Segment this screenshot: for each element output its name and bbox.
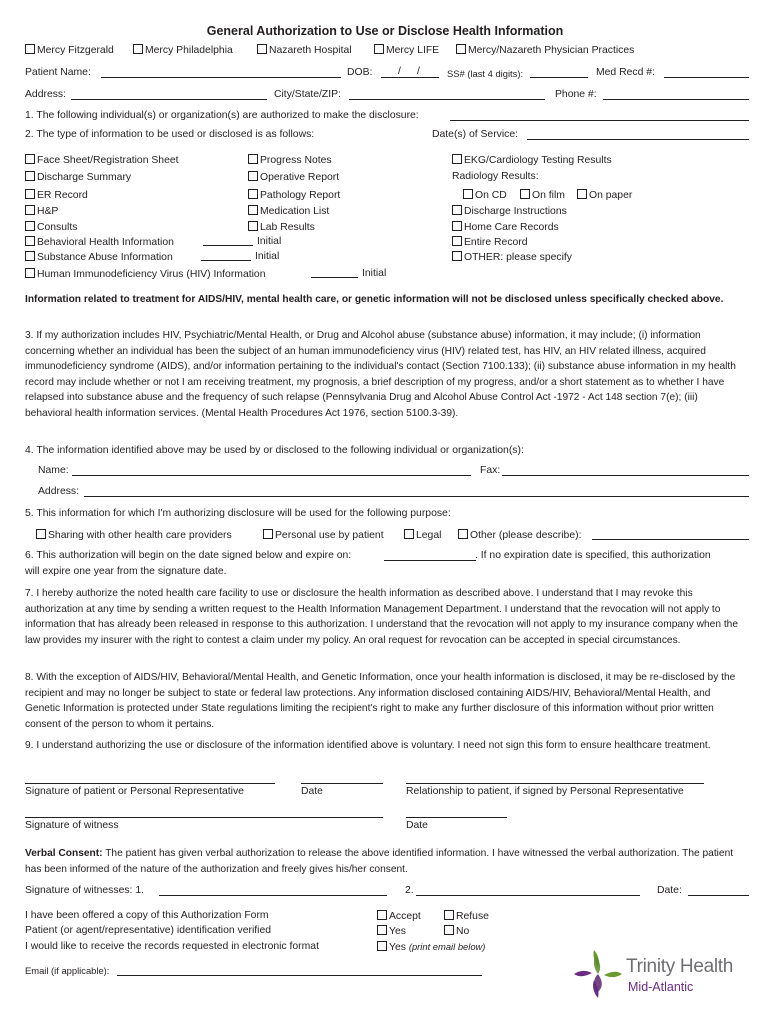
checkbox[interactable]	[377, 910, 387, 920]
checkbox[interactable]	[25, 236, 35, 246]
item-7-text: 7. I hereby authorize the noted health care facility to use or disclosure the health information as described above. I understand that I may revoke this authorization at any time by sending a written request to the Health Information Management Department. I understand that the revocation will not apply to information that has already been released in response to this authorization. I understand that the revocation will not apply to my insurance company when the law provides my insurer with the right to contest a claim under my policy. An oral request for revocation can be accepted in special circumstances.	[25, 588, 738, 646]
recipient-address-label: Address:	[38, 486, 80, 497]
item-5-text: 5. This information for which I'm authorizing disclosure will be used for the following purpose:	[25, 508, 451, 519]
dob-label: DOB:	[347, 67, 373, 78]
witness-1-field[interactable]	[159, 895, 387, 896]
hiv-initial-field[interactable]	[311, 277, 358, 278]
checkbox[interactable]	[133, 44, 143, 54]
checkbox[interactable]	[248, 205, 258, 215]
trinity-cross-icon	[572, 948, 624, 1000]
info-medication-list[interactable]: Medication List	[248, 205, 329, 217]
electronic-text: I would like to receive the records requested in electronic format	[25, 941, 319, 952]
patient-name-field[interactable]	[101, 77, 341, 78]
purpose-other[interactable]: Other (please describe):	[458, 529, 581, 541]
item-2-text: 2. The type of information to be used or disclosed is as follows:	[25, 129, 315, 140]
info-er-record[interactable]: ER Record	[25, 189, 88, 201]
info-hp[interactable]: H&P	[25, 205, 58, 217]
id-no-option[interactable]: No	[444, 925, 469, 937]
radiology-on-cd[interactable]: On CD	[463, 189, 507, 201]
recipient-fax-label: Fax:	[480, 465, 501, 476]
witness-2-field[interactable]	[416, 895, 640, 896]
recipient-address-field[interactable]	[84, 496, 749, 497]
checkbox[interactable]	[25, 154, 35, 164]
checkbox[interactable]	[25, 268, 35, 278]
witness-date-field[interactable]	[406, 817, 507, 818]
info-home-care[interactable]: Home Care Records	[452, 221, 559, 233]
facility-mercy-fitzgerald[interactable]: Mercy Fitzgerald	[25, 44, 114, 56]
verbal-consent-heading: Verbal Consent:	[25, 848, 103, 859]
patient-name-label: Patient Name:	[25, 67, 91, 78]
radiology-on-film[interactable]: On film	[520, 189, 565, 201]
recipient-fax-field[interactable]	[502, 475, 749, 476]
item-6-text: 6. This authorization will begin on the date signed below and expire on:	[25, 550, 352, 561]
verbal-consent	[25, 846, 747, 877]
logo-subtitle: Mid-Atlantic	[628, 980, 694, 994]
ssn-field[interactable]	[530, 77, 588, 78]
checkbox[interactable]	[36, 529, 46, 539]
info-pathology-report[interactable]: Pathology Report	[248, 189, 340, 201]
patient-date-field[interactable]	[301, 783, 383, 784]
recipient-name-field[interactable]	[72, 475, 471, 476]
accept-option[interactable]: Accept	[377, 910, 421, 922]
checkbox[interactable]	[25, 171, 35, 181]
witness-date-label: Date	[406, 820, 428, 831]
city-label: City/State/ZIP:	[274, 89, 341, 100]
witness-2-label: 2.	[405, 885, 414, 896]
checkbox[interactable]	[444, 910, 454, 920]
email-label: Email (if applicable):	[25, 965, 110, 976]
info-substance-abuse[interactable]: Substance Abuse Information	[25, 251, 173, 263]
address-label: Address:	[25, 89, 67, 100]
checkbox[interactable]	[452, 236, 462, 246]
item-8-text: 8. With the exception of AIDS/HIV, Behavioral/Mental Health, and Genetic Information, once your health information is disclosed, it may be re-disclosed by the recipient and may no longer be subject to state or federal law protections. Any information disclosed containing AIDS/HIV, Behavioral/Mental Health, and Genetic Information is protected under State regulations limiting the recipient's right to make any further disclosure of this information without prior written consent of the person to whom it pertains.	[25, 672, 736, 730]
checkbox[interactable]	[463, 189, 473, 199]
item-6-cont: . If no expiration date is specified, this authorization	[475, 550, 711, 561]
ssn-label: SS# (last 4 digits):	[447, 68, 524, 79]
info-ekg[interactable]: EKG/Cardiology Testing Results	[452, 154, 612, 166]
checkbox[interactable]	[248, 154, 258, 164]
id-yes-option[interactable]: Yes	[377, 925, 406, 937]
checkbox[interactable]	[577, 189, 587, 199]
checkbox[interactable]	[452, 221, 462, 231]
item-1-text: 1. The following individual(s) or organization(s) are authorized to make the disclosure:	[25, 110, 419, 121]
substance-initial-field[interactable]	[201, 260, 251, 261]
checkbox[interactable]	[248, 171, 258, 181]
relationship-label: Relationship to patient, if signed by Personal Representative	[406, 786, 684, 797]
address-field[interactable]	[71, 99, 267, 100]
checkbox[interactable]	[377, 941, 387, 951]
item-1-field[interactable]	[450, 120, 749, 121]
checkbox[interactable]	[452, 251, 462, 261]
info-discharge-instructions[interactable]: Discharge Instructions	[452, 205, 567, 217]
checkbox[interactable]	[248, 221, 258, 231]
behavioral-initial-label: Initial	[257, 236, 282, 247]
radiology-label: Radiology Results:	[452, 171, 539, 182]
purpose-sharing[interactable]: Sharing with other health care providers	[36, 529, 232, 541]
item-9-text: 9. I understand authorizing the use or disclosure of the information identified above is voluntary. I need not sign this form to ensure healthcare treatment.	[25, 740, 711, 751]
city-field[interactable]	[349, 99, 545, 100]
item-4-text: 4. The information identified above may be used by or disclosed to the following individual or organization(s):	[25, 445, 524, 456]
checkbox[interactable]	[444, 925, 454, 935]
checkbox[interactable]	[25, 221, 35, 231]
info-consults[interactable]: Consults	[25, 221, 77, 233]
witnesses-date-label: Date:	[657, 885, 682, 896]
info-operative-report[interactable]: Operative Report	[248, 171, 339, 183]
info-lab-results[interactable]: Lab Results	[248, 221, 315, 233]
substance-initial-label: Initial	[255, 251, 280, 262]
dob-sep-2: /	[417, 66, 420, 77]
patient-date-label: Date	[301, 786, 323, 797]
purpose-legal[interactable]: Legal	[404, 529, 441, 541]
facility-mercy-philadelphia[interactable]: Mercy Philadelphia	[133, 44, 233, 56]
item-3-text: 3. If my authorization includes HIV, Psychiatric/Mental Health, or Drug and Alcohol abuse (substance abuse) information, it may include; (i) information concerning whether an individual has been the subject of an human immunodeficiency virus (HIV) related test, has HIV, an HIV related illness, acquired immunodeficiency syndrome (AIDS), and/or information pertaining to the individual's contact (Section 7100.133); (ii) substance abuse information in my health record may include whether or not I am receiving treatment, my prognosis, a brief description of my progress, and/or a short statement as to whether I have relapsed into substance abuse and the frequency of such relapse (Pennsylvania Drug and Alcohol Abuse Control Act -1972 - Act 148 section 7(e); (iii) behavioral health information services. (Mental Health Procedures Act 1976, section 5100.3-39).	[25, 330, 736, 419]
verbal-consent-text: The patient has given verbal authorization to release the above identified information. I have witnessed the verbal authorization. The patient has been informed of the nature of the authorization and freely gives his/her consent.	[25, 848, 734, 875]
checkbox[interactable]	[452, 205, 462, 215]
patient-signature-label: Signature of patient or Personal Representative	[25, 786, 244, 797]
phone-field[interactable]	[603, 99, 749, 100]
checkbox[interactable]	[25, 189, 35, 199]
witness-signature-field[interactable]	[25, 817, 383, 818]
medrec-field[interactable]	[664, 77, 749, 78]
dob-sep-1: /	[398, 66, 401, 77]
trinity-health-logo	[572, 948, 752, 1000]
dates-of-service-field[interactable]	[527, 139, 749, 140]
checkbox[interactable]	[458, 529, 468, 539]
relationship-field[interactable]	[406, 783, 704, 784]
electronic-yes-option[interactable]: Yes (print email below)	[377, 941, 485, 953]
checkbox[interactable]	[520, 189, 530, 199]
info-other[interactable]: OTHER: please specify	[452, 251, 572, 263]
expiration-field[interactable]	[384, 560, 476, 561]
witnesses-date-field[interactable]	[688, 895, 749, 896]
refuse-option[interactable]: Refuse	[444, 910, 489, 922]
info-face-sheet[interactable]: Face Sheet/Registration Sheet	[25, 154, 179, 166]
witness-signature-label: Signature of witness	[25, 820, 119, 831]
purpose-personal[interactable]: Personal use by patient	[263, 529, 384, 541]
id-verified-text: Patient (or agent/representative) identification verified	[25, 925, 272, 936]
facility-physician-practices[interactable]: Mercy/Nazareth Physician Practices	[456, 44, 634, 56]
checkbox[interactable]	[25, 44, 35, 54]
checkbox[interactable]	[456, 44, 466, 54]
facility-nazareth[interactable]: Nazareth Hospital	[257, 44, 352, 56]
checkbox[interactable]	[25, 205, 35, 215]
behavioral-initial-field[interactable]	[203, 245, 253, 246]
checkbox[interactable]	[452, 154, 462, 164]
offered-copy-text: I have been offered a copy of this Authorization Form	[25, 910, 269, 921]
form-title: General Authorization to Use or Disclose Health Information	[206, 24, 564, 38]
checkbox[interactable]	[257, 44, 267, 54]
checkbox[interactable]	[377, 925, 387, 935]
disclosure-notice: Information related to treatment for AIDS/HIV, mental health care, or genetic information will not be disclosed unless specifically checked above.	[25, 294, 724, 305]
info-entire-record[interactable]: Entire Record	[452, 236, 528, 248]
email-field[interactable]	[117, 975, 482, 976]
phone-label: Phone #:	[555, 89, 597, 100]
witnesses-label: Signature of witnesses: 1.	[25, 885, 144, 896]
medrec-label: Med Recd #:	[596, 67, 655, 78]
facility-mercy-life[interactable]: Mercy LIFE	[374, 44, 439, 56]
checkbox[interactable]	[248, 189, 258, 199]
recipient-name-label: Name:	[38, 465, 69, 476]
patient-signature-field[interactable]	[25, 783, 275, 784]
info-progress-notes[interactable]: Progress Notes	[248, 154, 332, 166]
dates-of-service-label: Date(s) of Service:	[432, 129, 519, 140]
checkbox[interactable]	[404, 529, 414, 539]
dob-field[interactable]	[381, 77, 439, 78]
info-discharge-summary[interactable]: Discharge Summary	[25, 171, 131, 183]
checkbox[interactable]	[25, 251, 35, 261]
info-hiv[interactable]: Human Immunodeficiency Virus (HIV) Information	[25, 268, 266, 280]
hiv-initial-label: Initial	[362, 268, 387, 279]
item-6-end: will expire one year from the signature date.	[25, 566, 227, 577]
radiology-on-paper[interactable]: On paper	[577, 189, 632, 201]
checkbox[interactable]	[263, 529, 273, 539]
checkbox[interactable]	[374, 44, 384, 54]
purpose-other-field[interactable]	[592, 539, 749, 540]
info-behavioral-health[interactable]: Behavioral Health Information	[25, 236, 174, 248]
logo-name: Trinity Health	[626, 956, 734, 977]
